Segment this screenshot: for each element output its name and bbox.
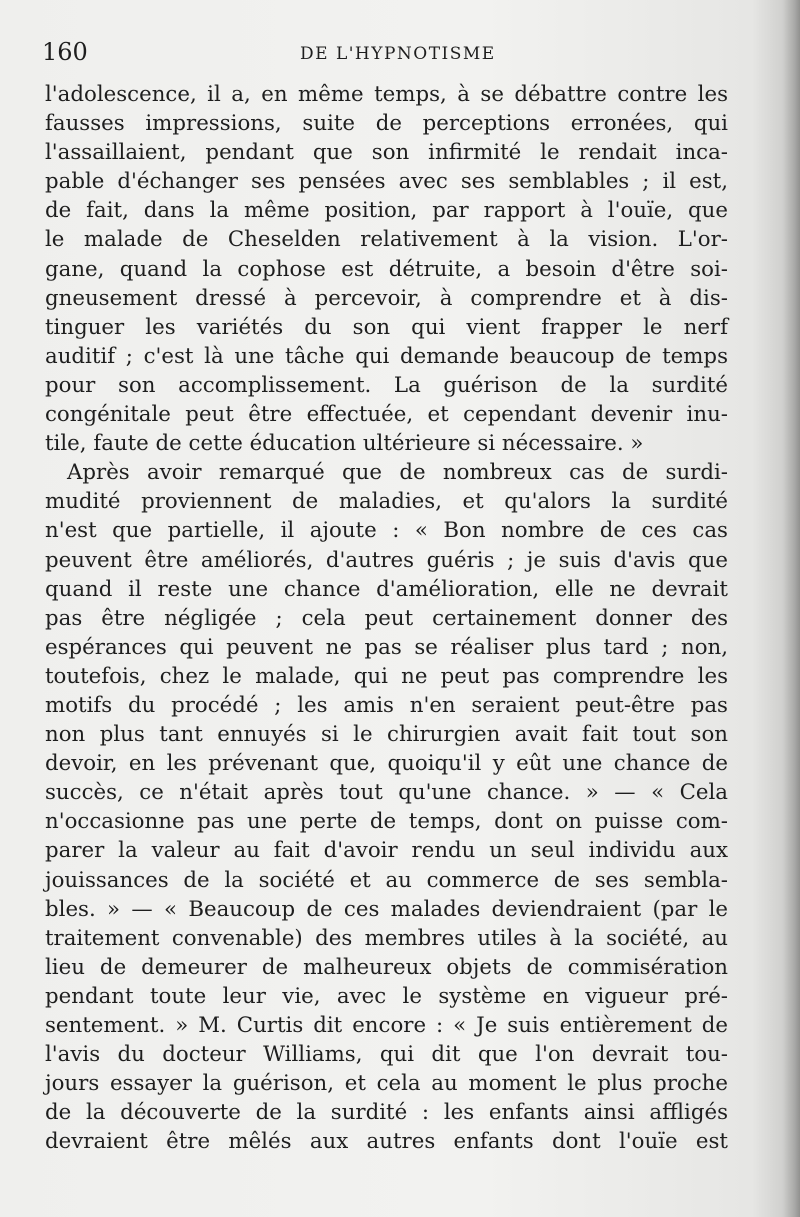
body-text (45, 80, 728, 1156)
text-line: de fait, dans la même position, par rapport à l'ouïe, que (45, 198, 728, 224)
text-line: le malade de Cheselden relativement à la vision. L'or- (45, 227, 728, 253)
text-line: fausses impressions, suite de perceptions erronées, qui (45, 111, 728, 137)
text-line: devoir, en les prévenant que, quoiqu'il y eût une chance de (45, 751, 728, 777)
text-line: l'adolescence, il a, en même temps, à se débattre contre les (45, 82, 728, 107)
text-line: n'est que partielle, il ajoute : « Bon nombre de ces cas (45, 518, 728, 544)
text-line: gane, quand la cophose est détruite, a besoin d'être soi- (45, 256, 728, 282)
text-line: traitement convenable) des membres utiles à la société, au (45, 925, 728, 951)
text-line: n'occasionne pas une perte de temps, dont on puisse com- (45, 809, 728, 835)
text-line: non plus tant ennuyés si le chirurgien avait fait tout son (45, 722, 728, 748)
text-line: pendant toute leur vie, avec le système en vigueur pré- (45, 983, 728, 1009)
text-line: pour son accomplissement. La guérison de la surdité (45, 372, 728, 398)
text-line: succès, ce n'était après tout qu'une chance. » — « Cela (45, 780, 728, 806)
text-line: pas être négligée ; cela peut certainement donner des (45, 605, 728, 631)
text-line: devraient être mêlés aux autres enfants dont l'ouïe est (45, 1129, 728, 1155)
text-line: tile, faute de cette éducation ultérieure si nécessaire. » (45, 431, 644, 457)
page-number: 160 (42, 38, 88, 66)
text-line: congénitale peut être effectuée, et cependant devenir inu- (45, 402, 728, 428)
text-line: mudité proviennent de maladies, et qu'alors la surdité (45, 489, 728, 515)
text-line: Après avoir remarqué que de nombreux cas de surdi- (67, 460, 728, 486)
text-line: jouissances de la société et au commerce de ses sembla- (45, 867, 728, 893)
text-line: gneusement dressé à percevoir, à comprendre et à dis- (45, 285, 728, 311)
text-line: toutefois, chez le malade, qui ne peut pas comprendre les (45, 663, 728, 689)
page-header (42, 38, 732, 68)
text-line: de la découverte de la surdité : les enfants ainsi affligés (45, 1100, 728, 1126)
text-line: jours essayer la guérison, et cela au moment le plus proche (45, 1071, 728, 1097)
text-line: pable d'échanger ses pensées avec ses semblables ; il est, (45, 169, 728, 195)
text-line: lieu de demeurer de malheureux objets de commisération (45, 954, 728, 980)
text-line: tinguer les variétés du son qui vient frapper le nerf (45, 314, 728, 340)
text-line: sentement. » M. Curtis dit encore : « Je suis entièrement de (45, 1013, 728, 1038)
text-line: parer la valeur au fait d'avoir rendu un seul individu aux (45, 838, 728, 864)
text-line: motifs du procédé ; les amis n'en seraient peut-être pas (45, 692, 728, 718)
text-line: l'assaillaient, pendant que son infirmité le rendait inca- (45, 140, 728, 166)
text-line: espérances qui peuvent ne pas se réaliser plus tard ; non, (45, 634, 728, 660)
page-gutter-shadow (782, 0, 800, 1217)
text-line: peuvent être améliorés, d'autres guéris ; je suis d'avis que (45, 547, 728, 573)
text-line: auditif ; c'est là une tâche qui demande beaucoup de temps (45, 343, 728, 369)
text-line: quand il reste une chance d'amélioration, elle ne devrait (45, 576, 728, 602)
running-head: DE L'HYPNOTISME (300, 44, 496, 64)
text-line: l'avis du docteur Williams, qui dit que l'on devrait tou- (45, 1042, 728, 1068)
text-line: bles. » — « Beaucoup de ces malades deviendraient (par le (45, 896, 728, 922)
